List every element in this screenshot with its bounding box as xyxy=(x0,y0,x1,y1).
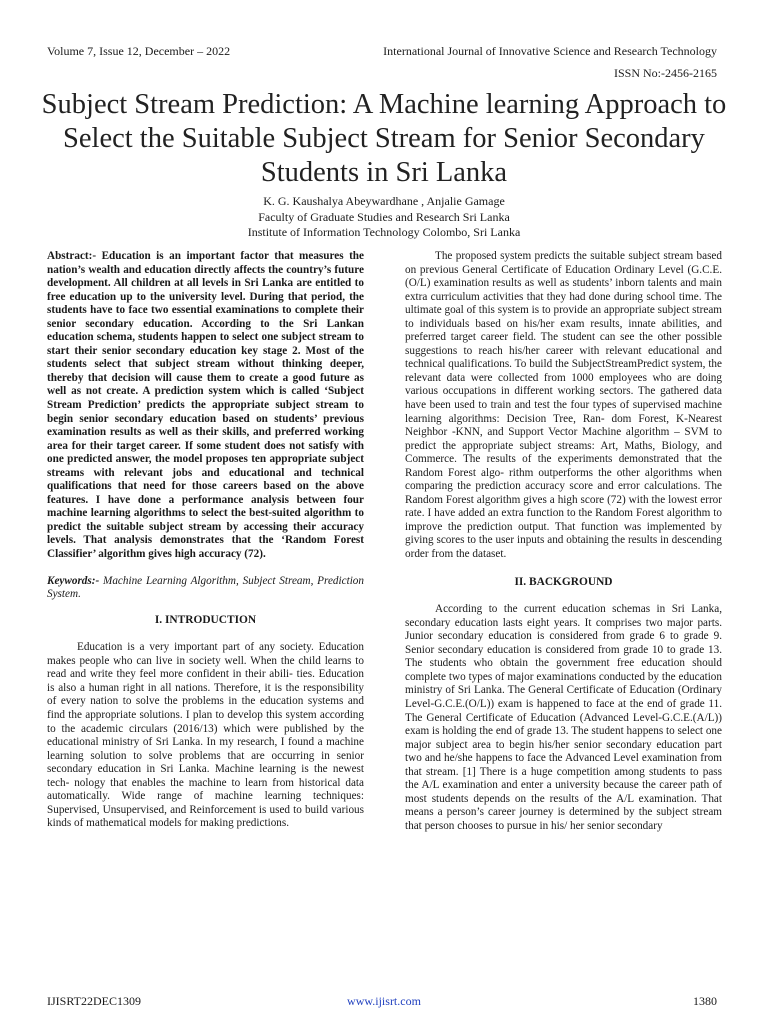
journal-name: International Journal of Innovative Science and Research Technology xyxy=(383,44,717,58)
author-names: K. G. Kaushalya Abeywardhane , Anjalie Gamage xyxy=(263,194,505,208)
issn: ISSN No:-2456-2165 xyxy=(613,66,717,80)
affiliation-faculty: Faculty of Graduate Studies and Research Sri Lanka xyxy=(258,209,510,224)
right-column xyxy=(405,250,722,833)
author-block xyxy=(0,194,768,241)
article-code: IJISRT22DEC1309 xyxy=(47,994,141,1008)
background-text: According to the current education schemas in Sri Lanka, secondary education lasts eight years. It comprises two major parts. Junior secondary education is considered from grade 6 to grade 9. Senior secondary education is considered from grade 10 to grade 13. The students who obtain the government free education should complete two types of major examinations conducted by the education ministry of Sri Lanka. The General Certificate of Education (Ordinary Level-G.C.E.(O/L)) exam is happened to face at the end of grade 11. The General Certificate of Education (Advanced Level-G.C.E.(A/L)) exam is holding the end of grade 13. The student happens to select one major subject area to begin his/her senior secondary education part two and he/she happens to face the Advanced Level examination from that stream. [1] There is a huge competition among students to pass the A/L examination and enter a university because the career path of most students depends on the results of the A/L examination. That means a person’s career journey is determined by the subject stream that person chooses to pursue in his/ her senior secondary xyxy=(405,603,722,832)
section-heading-background: II. BACKGROUND xyxy=(514,575,613,588)
journal-volume: Volume 7, Issue 12, December – 2022 xyxy=(47,44,231,58)
affiliation-institute: Institute of Information Technology Colombo, Sri Lanka xyxy=(247,225,521,239)
proposed-system-text: The proposed system predicts the suitable subject stream based on previous General Certificate of Education Ordinary Level (G.C.E.(O/L) examination results as well as students’ inborn talents and main extra curriculum activities that they had done during school time. The ultimate goal of this system is to provide an appropriate subject stream to individuals based on his/her exam results, innate abilities, and preferred target career field. The student can see the other possible suggestions to reach his/her career with relevant educational and technical qualifications. To build the SubjectStreamPredict system, the relevant data were collected from 1000 employees who are doing various occupations in different working sectors. The gathered data have been used to train and test the four types of supervised machine learning algorithms: Decision Tree, Ran- dom Forest, K-Nearest Neighbor -KNN, and Support Vector Machine algorithm – SVM to predict the appropriate subject streams: Art, Maths, Biology, and Commerce. The results of the experiments demonstrated that the Random Forest algo- rithm outperforms the other algorithms when comparing the prediction accuracy score and error calculations. The Random Forest algorithm gives a high score (72) with the lowest error rate. I have added an extra function to the Random Forest algorithm to improve the prediction output. That function was implemented by giving scores to the user inputs and obtaining the results in descending order from the dataset. xyxy=(405,250,722,561)
journal-website-link[interactable] xyxy=(0,994,768,1009)
abstract: Abstract:- Education is an important factor that measures the nation’s wealth and education directly affects the country’s future development. All children at all levels in Sri Lanka are entitled to free education up to the university level. During that period, the students have to face two essential examinations to complete their senior secondary education. According to the Sri Lankan education schema, students happen to select one subject stream to start their senior secondary education key stage 2. Most of the students select that subject stream without thinking deeper, thereby that decision will cause them to create a good future as well as not create. A prediction system which is called ‘Subject Stream Prediction’ predicts the appropriate subject stream to begin senior secondary education based on students’ previous examination results as well as their skills, and preferred working area for their target career. If some student does not satisfy with one predicted answer, the model proposes ten appropriate subject streams with relevant jobs and educational and technical qualifications that need for those careers based on the above features. I have done a performance analysis between four machine learning algorithms to select the best-suited algorithm to predict the suitable subject stream by accessing their accuracy levels. That analysis demonstrates that the ‘Random Forest Classifier’ algorithm gives high accuracy (72). xyxy=(47,250,364,561)
page-number: 1380 xyxy=(693,994,717,1008)
keywords-label: Keywords:- xyxy=(47,574,100,587)
section-heading-introduction: I. INTRODUCTION xyxy=(154,613,257,626)
journal-website-text[interactable]: www.ijisrt.com xyxy=(347,994,421,1008)
keywords xyxy=(47,575,364,602)
keywords-text: Machine Learning Algorithm, Subject Stream, Prediction System. xyxy=(47,574,364,601)
introduction-text: Education is a very important part of any society. Education makes people who can live in society well. When the child learns to read and write they feel more confident in their abili- ties. Education is also a human right in all nations. Therefore, it is the responsibility of every nation to solve the problems in the education systems and find the appropriate solutions. I plan to develop this system according to the academic circulars (2016/13) which were published by the educational ministry of Sri Lanka. In my research, I found a machine learning solution to solve problems that are occurring in senior secondary education in Sri Lanka. Machine learning is the newest tech- nology that enables the machine to learn from historical data automatically. Wide range of machine learning techniques: Supervised, Unsupervised, and Reinforcement is used to build various kinds of mathematical models for making predictions. xyxy=(47,641,364,830)
left-column xyxy=(47,250,364,831)
paper-title: Subject Stream Prediction: A Machine learning Approach to Select the Suitable Subject Stream for Senior Secondary Students in Sri Lanka xyxy=(41,89,727,188)
